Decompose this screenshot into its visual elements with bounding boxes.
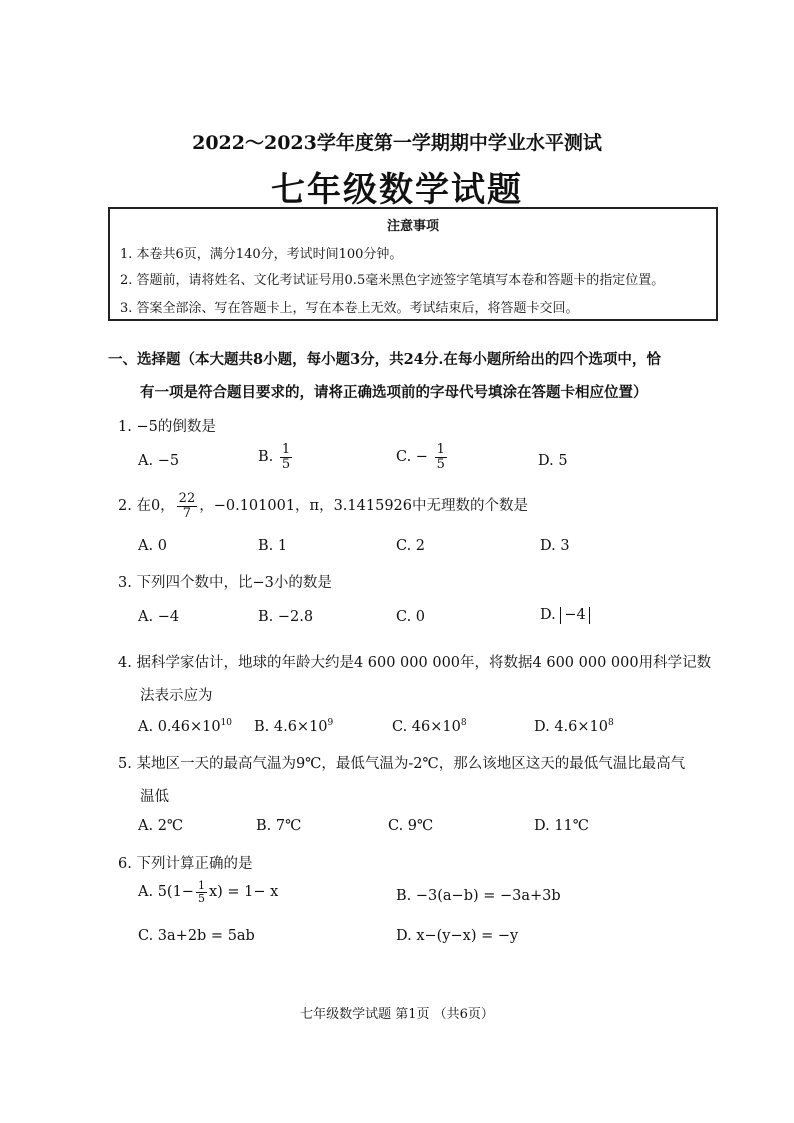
notice-item-2: 2. 答题前，请将姓名、文化考试证号用0.5毫米黑色字迹签字笔填写本卷和答题卡的指定位置。 xyxy=(120,273,665,288)
question-4-option-d xyxy=(534,718,614,735)
option-exponent: 8 xyxy=(460,718,467,728)
fraction-numerator: 1 xyxy=(281,442,291,457)
question-4-option-b xyxy=(254,718,333,735)
question-6-option-b: B. −3(a−b) = −3a+3b xyxy=(396,888,561,904)
question-5-option-b: B. 7℃ xyxy=(256,818,302,834)
question-3-stem: 3. 下列四个数中，比−3小的数是 xyxy=(118,575,332,591)
option-base: D. 4.6×10 xyxy=(534,718,608,735)
question-1-option-a: A. −5 xyxy=(138,453,180,469)
expression-prefix: A. 5(1− xyxy=(138,884,194,901)
question-1-stem: 1. −5的倒数是 xyxy=(118,419,216,435)
question-6-option-d: D. x−(y−x) = −y xyxy=(396,928,519,944)
question-6-option-c: C. 3a+2b = 5ab xyxy=(138,928,255,944)
question-5-option-d: D. 11℃ xyxy=(534,818,589,834)
question-4-stem-line2: 法表示应为 xyxy=(140,688,213,704)
notice-item-1: 1. 本卷共6页，满分140分，考试时间100分钟。 xyxy=(120,247,403,262)
question-4-option-a xyxy=(138,718,232,735)
option-label: B. xyxy=(258,449,274,466)
stem-prefix: 2. 在0， xyxy=(118,498,175,515)
option-exponent: 9 xyxy=(327,718,334,728)
notice-box xyxy=(108,207,718,321)
question-4-stem-line1: 4. 据科学家估计，地球的年龄大约是4 600 000 000年，将数据4 600 000 000用科学记数 xyxy=(118,655,712,671)
notice-item-3: 3. 答案全部涂、写在答题卡上，写在本卷上无效。考试结束后，将答题卡交回。 xyxy=(120,301,579,316)
exam-subject-title: 七年级数学试题 xyxy=(271,170,523,210)
fraction-denominator: 7 xyxy=(182,505,192,521)
option-base: A. 0.46×10 xyxy=(138,718,221,735)
notice-title: 注意事项 xyxy=(386,219,439,234)
fraction-numerator: 1 xyxy=(436,442,445,457)
question-2-option-d: D. 3 xyxy=(540,538,570,554)
option-label: C. − xyxy=(396,449,428,466)
question-6-option-a xyxy=(138,880,278,904)
option-label: D. xyxy=(540,607,556,623)
question-5-option-c: C. 9℃ xyxy=(388,818,434,834)
fraction xyxy=(280,443,292,471)
question-5-stem-line2: 温低 xyxy=(140,789,169,805)
fraction xyxy=(196,880,207,904)
page-footer: 七年级数学试题 第1页 （共6页） xyxy=(300,1007,494,1022)
question-2-stem xyxy=(118,492,528,520)
expression-suffix: x) = 1− x xyxy=(208,884,279,901)
question-2-option-c: C. 2 xyxy=(396,538,426,554)
section-heading-line1: 一、选择题（本大题共8小题，每小题3分，共24分.在每小题所给出的四个选项中，恰 xyxy=(108,351,661,368)
question-5-option-a: A. 2℃ xyxy=(138,818,184,834)
option-base: C. 46×10 xyxy=(392,718,461,735)
fraction-numerator: 1 xyxy=(197,879,205,892)
question-3-option-a: A. −4 xyxy=(138,609,180,625)
fraction-denominator: 5 xyxy=(436,456,445,472)
question-6-stem: 6. 下列计算正确的是 xyxy=(118,856,253,872)
option-exponent: 8 xyxy=(608,718,614,728)
exam-header-title: 2022～2023学年度第一学期期中学业水平测试 xyxy=(192,132,602,154)
question-2-option-b: B. 1 xyxy=(258,538,288,554)
question-1-option-d: D. 5 xyxy=(538,453,568,469)
option-base: B. 4.6×10 xyxy=(254,718,328,735)
fraction-denominator: 5 xyxy=(197,891,205,905)
absolute-value: −4 xyxy=(560,607,589,624)
question-4-option-c xyxy=(392,718,467,735)
question-1-option-c xyxy=(396,443,449,471)
stem-suffix: ，−0.101001，π，3.1415926中无理数的个数是 xyxy=(199,498,528,515)
question-1-option-b xyxy=(258,443,294,471)
question-5-stem-line1: 5. 某地区一天的最高气温为9℃，最低气温为-2℃，那么该地区这天的最低气温比最高气 xyxy=(118,756,686,772)
fraction-numerator: 22 xyxy=(178,491,196,506)
question-3-option-c: C. 0 xyxy=(396,609,426,625)
question-3-option-b: B. −2.8 xyxy=(258,609,314,625)
fraction xyxy=(177,492,198,520)
section-heading-line2: 有一项是符合题目要求的，请将正确选项前的字母代号填涂在答题卡相应位置） xyxy=(140,384,648,401)
fraction-denominator: 5 xyxy=(281,456,291,472)
option-exponent: 10 xyxy=(220,718,233,728)
fraction xyxy=(435,443,447,471)
question-3-option-d xyxy=(540,607,590,624)
question-2-option-a: A. 0 xyxy=(138,538,167,554)
